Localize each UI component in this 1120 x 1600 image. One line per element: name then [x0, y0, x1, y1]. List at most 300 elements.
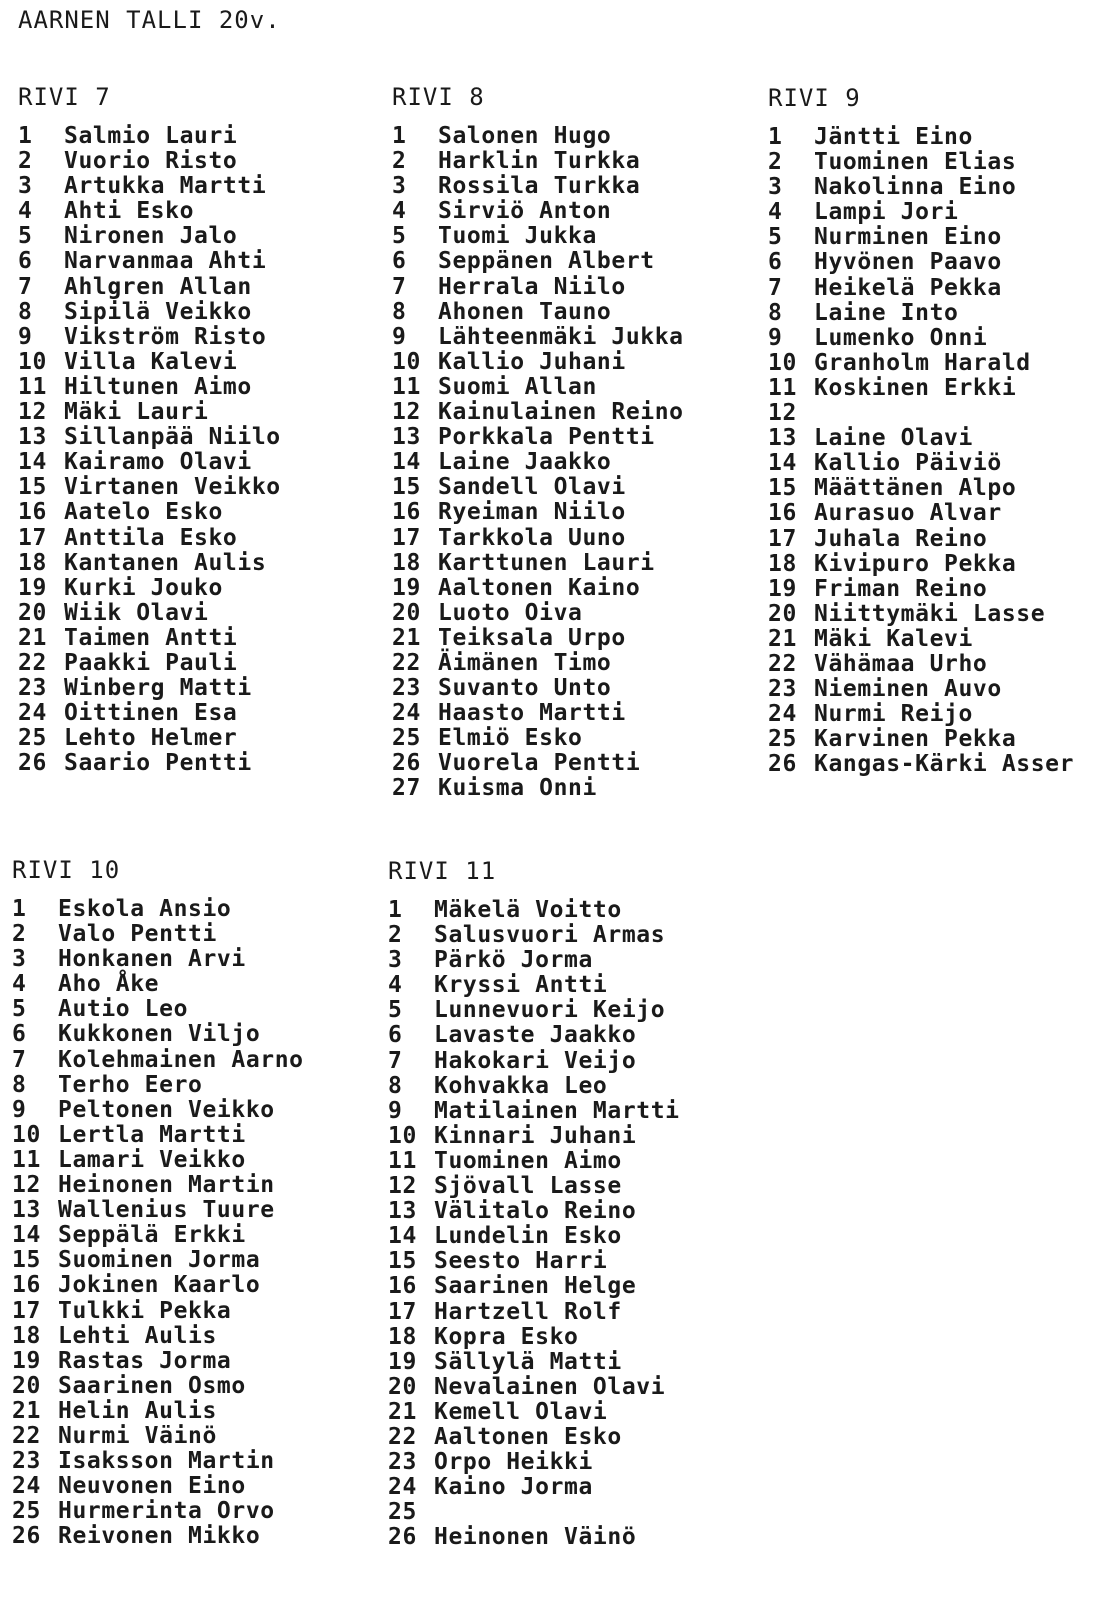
row-name: Wallenius Tuure [58, 1197, 275, 1224]
row-name: Suomi Allan [438, 373, 597, 400]
list-item [388, 1174, 680, 1199]
list-item [388, 1500, 680, 1525]
name-list [392, 124, 684, 802]
row-name: Paakki Pauli [64, 649, 238, 676]
row-name: Saario Pentti [64, 750, 252, 777]
list-item [388, 1425, 680, 1450]
list-item [18, 551, 281, 576]
row-name: Orpo Heikki [434, 1449, 593, 1476]
row-number: 1 [18, 123, 33, 149]
list-item [12, 922, 304, 947]
row-name: Salusvuori Armas [434, 922, 666, 949]
row-name: Heinonen Väinö [434, 1524, 637, 1551]
list-item [768, 652, 1074, 677]
list-item [388, 1124, 680, 1149]
list-item [12, 1073, 304, 1098]
row-number: 15 [12, 1247, 41, 1274]
list-item [388, 923, 680, 948]
row-number: 17 [18, 524, 47, 551]
row-number: 23 [18, 675, 47, 702]
row-name: Sällylä Matti [434, 1348, 622, 1375]
row-name: Nurminen Eino [814, 224, 1002, 251]
list-item [388, 1450, 680, 1475]
list-item [392, 275, 684, 300]
list-item [392, 224, 684, 249]
section-title: RIVI 7 [18, 83, 111, 111]
list-item [388, 1525, 680, 1550]
list-item [12, 1349, 304, 1374]
row-name: Tuominen Aimo [434, 1147, 622, 1174]
row-number: 20 [12, 1372, 41, 1399]
row-name: Kairamo Olavi [64, 449, 252, 476]
list-item [18, 199, 281, 224]
row-number: 1 [388, 897, 403, 923]
list-item [768, 150, 1074, 175]
list-item [392, 199, 684, 224]
row-number: 16 [18, 499, 47, 526]
row-name: Hiltunen Aimo [64, 373, 252, 400]
row-number: 8 [18, 298, 33, 325]
row-number: 25 [18, 725, 47, 752]
row-name: Suominen Jorma [58, 1247, 261, 1274]
row-name: Vuorela Pentti [438, 750, 641, 777]
row-number: 13 [768, 425, 797, 452]
row-name: Sipilä Veikko [64, 298, 252, 325]
row-name: Karttunen Lauri [438, 549, 655, 576]
list-item [12, 997, 304, 1022]
list-item [388, 1400, 680, 1425]
list-item [768, 301, 1074, 326]
list-item [12, 1248, 304, 1273]
row-number: 3 [392, 173, 407, 200]
row-name: Juhala Reino [814, 525, 988, 552]
row-name: Kopra Esko [434, 1323, 579, 1350]
row-number: 17 [12, 1297, 41, 1324]
list-item [388, 1300, 680, 1325]
row-number: 3 [768, 174, 783, 201]
row-number: 21 [768, 625, 797, 652]
list-item [12, 1198, 304, 1223]
row-number: 9 [392, 323, 407, 350]
list-item [768, 602, 1074, 627]
row-number: 10 [768, 349, 797, 376]
row-number: 12 [392, 399, 421, 426]
name-list [12, 897, 304, 1549]
row-name: Seesto Harri [434, 1248, 608, 1275]
row-name: Sillanpää Niilo [64, 424, 281, 451]
row-name: Jokinen Kaarlo [58, 1272, 261, 1299]
row-number: 5 [768, 224, 783, 251]
row-name: Tulkki Pekka [58, 1297, 232, 1324]
row-name: Lehti Aulis [58, 1322, 217, 1349]
row-name: Virtanen Veikko [64, 474, 281, 501]
row-number: 6 [768, 249, 783, 276]
row-number: 16 [768, 500, 797, 527]
row-number: 17 [392, 524, 421, 551]
list-item [392, 124, 684, 149]
row-name: Heikelä Pekka [814, 274, 1002, 301]
list-item [768, 476, 1074, 501]
row-name: Sirviö Anton [438, 198, 612, 225]
row-name: Nironen Jalo [64, 223, 238, 250]
list-item [768, 125, 1074, 150]
list-item [768, 627, 1074, 652]
row-name: Kaino Jorma [434, 1474, 593, 1501]
row-name: Pärkö Jorma [434, 947, 593, 974]
row-name: Kantanen Aulis [64, 549, 267, 576]
list-item [388, 898, 680, 923]
list-item [18, 350, 281, 375]
row-number: 14 [388, 1223, 417, 1250]
row-number: 23 [392, 675, 421, 702]
list-item [388, 1224, 680, 1249]
row-name: Ahonen Tauno [438, 298, 612, 325]
row-name [814, 401, 1074, 426]
row-name: Kolehmainen Aarno [58, 1046, 304, 1073]
row-number: 6 [392, 248, 407, 275]
row-name: Lampi Jori [814, 199, 959, 226]
list-item [388, 1350, 680, 1375]
list-item [18, 174, 281, 199]
list-item [18, 475, 281, 500]
row-name: Sandell Olavi [438, 474, 626, 501]
list-item [388, 1475, 680, 1500]
row-name: Niittymäki Lasse [814, 600, 1046, 627]
row-number: 18 [388, 1323, 417, 1350]
row-name: Artukka Martti [64, 173, 267, 200]
list-item [388, 1149, 680, 1174]
list-item [768, 200, 1074, 225]
list-item [12, 1324, 304, 1349]
row-number: 2 [18, 148, 33, 175]
row-number: 23 [12, 1448, 41, 1475]
row-name: Teiksala Urpo [438, 624, 626, 651]
row-number: 13 [18, 424, 47, 451]
list-item [768, 727, 1074, 752]
list-item [18, 726, 281, 751]
list-item [12, 1273, 304, 1298]
list-item [768, 451, 1074, 476]
list-item [12, 1474, 304, 1499]
row-name: Lehto Helmer [64, 725, 238, 752]
row-number: 13 [392, 424, 421, 451]
row-name: Laine Jaakko [438, 449, 612, 476]
list-item [768, 752, 1074, 777]
list-item [18, 576, 281, 601]
row-number: 4 [768, 199, 783, 226]
row-number: 24 [388, 1474, 417, 1501]
list-item [18, 124, 281, 149]
list-item [18, 526, 281, 551]
row-number: 5 [12, 996, 27, 1023]
row-number: 10 [12, 1121, 41, 1148]
row-number: 5 [18, 223, 33, 250]
list-item [388, 1049, 680, 1074]
list-item [18, 425, 281, 450]
list-item [12, 1148, 304, 1173]
row-number: 14 [18, 449, 47, 476]
section-rivi-9 [768, 85, 1074, 777]
list-item [18, 626, 281, 651]
list-item [388, 1023, 680, 1048]
row-name: Valo Pentti [58, 921, 217, 948]
row-name: Kivipuro Pekka [814, 550, 1017, 577]
list-item [768, 175, 1074, 200]
row-name: Elmiö Esko [438, 725, 583, 752]
row-name [434, 1500, 680, 1525]
row-number: 6 [18, 248, 33, 275]
row-number: 19 [18, 574, 47, 601]
row-number: 12 [12, 1172, 41, 1199]
list-item [12, 1424, 304, 1449]
row-name: Nurmi Reijo [814, 701, 973, 728]
row-name: Winberg Matti [64, 675, 252, 702]
list-item [392, 601, 684, 626]
list-item [768, 401, 1074, 426]
row-number: 22 [392, 649, 421, 676]
list-item [392, 375, 684, 400]
list-item [768, 225, 1074, 250]
row-number: 21 [388, 1398, 417, 1425]
row-number: 14 [392, 449, 421, 476]
row-number: 17 [768, 525, 797, 552]
list-item [12, 1399, 304, 1424]
list-item [18, 601, 281, 626]
row-number: 3 [18, 173, 33, 200]
list-item [18, 375, 281, 400]
list-item [392, 249, 684, 274]
list-item [392, 174, 684, 199]
row-number: 6 [388, 1022, 403, 1049]
list-item [768, 426, 1074, 451]
list-item [12, 1022, 304, 1047]
row-name: Laine Olavi [814, 425, 973, 452]
list-item [388, 1274, 680, 1299]
row-number: 19 [392, 574, 421, 601]
list-item [392, 651, 684, 676]
list-item [12, 1173, 304, 1198]
row-number: 26 [12, 1523, 41, 1550]
row-name: Saarinen Helge [434, 1273, 637, 1300]
row-name: Kryssi Antti [434, 972, 608, 999]
row-name: Hakokari Veijo [434, 1047, 637, 1074]
row-name: Peltonen Veikko [58, 1096, 275, 1123]
row-number: 25 [388, 1499, 417, 1526]
list-item [392, 526, 684, 551]
row-number: 23 [768, 676, 797, 703]
row-name: Tarkkola Uuno [438, 524, 626, 551]
row-number: 25 [12, 1498, 41, 1525]
row-name: Saarinen Osmo [58, 1372, 246, 1399]
row-number: 5 [388, 997, 403, 1024]
row-number: 26 [768, 751, 797, 778]
row-number: 12 [18, 399, 47, 426]
row-name: Seppänen Albert [438, 248, 655, 275]
row-number: 7 [12, 1046, 27, 1073]
row-name: Äimänen Timo [438, 649, 612, 676]
list-item [18, 249, 281, 274]
row-name: Lertla Martti [58, 1121, 246, 1148]
row-number: 8 [388, 1072, 403, 1099]
row-name: Kukkonen Viljo [58, 1021, 261, 1048]
row-name: Helin Aulis [58, 1397, 217, 1424]
row-number: 10 [18, 348, 47, 375]
row-name: Kemell Olavi [434, 1398, 608, 1425]
row-number: 19 [768, 575, 797, 602]
row-name: Mäki Kalevi [814, 625, 973, 652]
row-number: 11 [392, 373, 421, 400]
row-number: 14 [768, 450, 797, 477]
list-item [388, 1249, 680, 1274]
row-number: 20 [388, 1373, 417, 1400]
row-number: 21 [392, 624, 421, 651]
list-item [12, 1048, 304, 1073]
row-number: 27 [392, 775, 421, 802]
row-number: 18 [392, 549, 421, 576]
row-number: 19 [388, 1348, 417, 1375]
row-number: 10 [392, 348, 421, 375]
list-item [18, 325, 281, 350]
list-item [388, 1199, 680, 1224]
row-number: 16 [388, 1273, 417, 1300]
row-name: Autio Leo [58, 996, 189, 1023]
list-item [12, 1299, 304, 1324]
row-name: Rastas Jorma [58, 1347, 232, 1374]
row-number: 21 [12, 1397, 41, 1424]
list-item [768, 577, 1074, 602]
list-item [12, 972, 304, 997]
row-name: Narvanmaa Ahti [64, 248, 267, 275]
row-name: Aurasuo Alvar [814, 500, 1002, 527]
row-name: Hurmerinta Orvo [58, 1498, 275, 1525]
list-item [12, 1374, 304, 1399]
list-item [388, 998, 680, 1023]
row-name: Lunnevuori Keijo [434, 997, 666, 1024]
row-number: 21 [18, 624, 47, 651]
list-item [768, 250, 1074, 275]
row-name: Kallio Juhani [438, 348, 626, 375]
row-number: 22 [12, 1422, 41, 1449]
row-name: Mäki Lauri [64, 399, 209, 426]
list-item [392, 701, 684, 726]
row-number: 3 [388, 947, 403, 974]
list-item [768, 501, 1074, 526]
row-number: 22 [388, 1423, 417, 1450]
row-number: 18 [18, 549, 47, 576]
list-item [388, 973, 680, 998]
row-number: 15 [18, 474, 47, 501]
row-number: 24 [392, 700, 421, 727]
row-name: Kurki Jouko [64, 574, 223, 601]
row-name: Anttila Esko [64, 524, 238, 551]
list-item [392, 576, 684, 601]
row-number: 11 [768, 374, 797, 401]
row-name: Honkanen Arvi [58, 946, 246, 973]
row-name: Nieminen Auvo [814, 676, 1002, 703]
list-item [18, 275, 281, 300]
row-number: 7 [388, 1047, 403, 1074]
row-name: Kangas-Kärki Asser [814, 751, 1075, 778]
row-name: Tuominen Elias [814, 149, 1017, 176]
row-name: Isaksson Martin [58, 1448, 275, 1475]
row-number: 26 [392, 750, 421, 777]
row-number: 8 [12, 1071, 27, 1098]
list-item [12, 1524, 304, 1549]
list-item [392, 676, 684, 701]
row-name: Määttänen Alpo [814, 475, 1017, 502]
list-item [18, 300, 281, 325]
row-number: 11 [388, 1147, 417, 1174]
list-item [768, 552, 1074, 577]
list-item [388, 948, 680, 973]
row-number: 23 [388, 1449, 417, 1476]
row-number: 9 [18, 323, 33, 350]
row-name: Porkkala Pentti [438, 424, 655, 451]
name-list [18, 124, 281, 776]
name-list [388, 898, 680, 1550]
section-rivi-10 [12, 857, 304, 1549]
row-name: Villa Kalevi [64, 348, 238, 375]
row-number: 26 [388, 1524, 417, 1551]
list-item [768, 326, 1074, 351]
section-rivi-8 [392, 84, 684, 802]
name-list [768, 125, 1074, 777]
row-number: 9 [768, 324, 783, 351]
row-name: Nakolinna Eino [814, 174, 1017, 201]
row-name: Lamari Veikko [58, 1146, 246, 1173]
section-rivi-11 [388, 858, 680, 1550]
row-name: Neuvonen Eino [58, 1473, 246, 1500]
row-number: 8 [768, 299, 783, 326]
row-name: Välitalo Reino [434, 1198, 637, 1225]
row-name: Eskola Ansio [58, 896, 232, 922]
row-name: Nurmi Väinö [58, 1422, 217, 1449]
row-number: 25 [768, 726, 797, 753]
row-number: 20 [768, 600, 797, 627]
row-number: 19 [12, 1347, 41, 1374]
row-number: 7 [768, 274, 783, 301]
row-number: 1 [392, 123, 407, 149]
row-number: 13 [12, 1197, 41, 1224]
row-name: Reivonen Mikko [58, 1523, 261, 1550]
list-item [768, 351, 1074, 376]
row-name: Kohvakka Leo [434, 1072, 608, 1099]
list-item [392, 450, 684, 475]
list-item [18, 751, 281, 776]
row-name: Oittinen Esa [64, 700, 238, 727]
list-item [768, 702, 1074, 727]
row-number: 9 [12, 1096, 27, 1123]
row-number: 11 [12, 1146, 41, 1173]
row-number: 7 [18, 273, 33, 300]
section-title: RIVI 10 [12, 856, 121, 884]
list-item [12, 1449, 304, 1474]
list-item [12, 1098, 304, 1123]
row-name: Terho Eero [58, 1071, 203, 1098]
row-number: 22 [768, 650, 797, 677]
row-name: Lavaste Jaakko [434, 1022, 637, 1049]
row-number: 15 [768, 475, 797, 502]
list-item [768, 276, 1074, 301]
list-item [18, 500, 281, 525]
list-item [18, 224, 281, 249]
row-number: 2 [12, 921, 27, 948]
list-item [12, 1223, 304, 1248]
row-number: 18 [12, 1322, 41, 1349]
row-number: 16 [392, 499, 421, 526]
row-name: Luoto Oiva [438, 599, 583, 626]
row-number: 22 [18, 649, 47, 676]
